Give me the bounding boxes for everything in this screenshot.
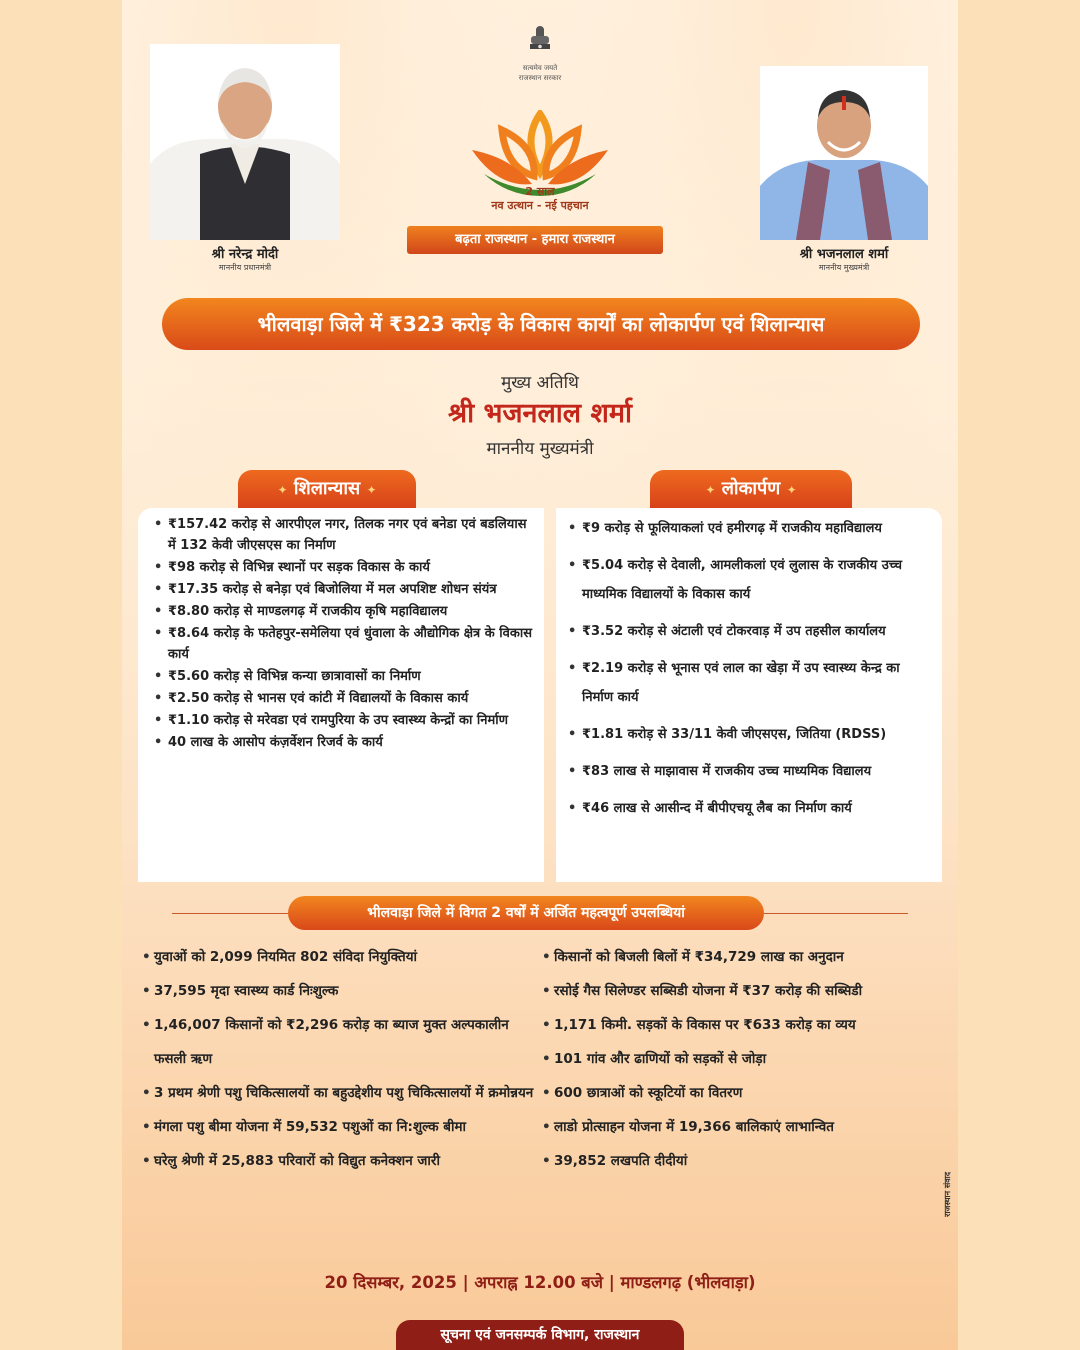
shilanyas-list [138, 508, 544, 753]
achievement-item: • घरेलु श्रेणी में 25,883 परिवारों को विद्युत कनेक्शन जारी [140, 1144, 540, 1178]
lokarpan-item: • ₹1.81 करोड़ से 33/11 केवी जीएसएस, जितिया (RDSS) [566, 720, 934, 749]
lokarpan-item: • ₹83 लाख से माझावास में राजकीय उच्च माध्यमिक विद्यालय [566, 757, 934, 786]
shilanyas-item: • ₹2.50 करोड़ से भानस एवं कांटी में विद्यालयों के विकास कार्य [152, 688, 536, 709]
shilanyas-item: • ₹5.60 करोड़ से विभिन्न कन्या छात्रावासों का निर्माण [152, 666, 536, 687]
department-banner: सूचना एवं जनसम्पर्क विभाग, राजस्थान [396, 1320, 684, 1350]
cm-photo [760, 66, 928, 240]
sparkle-icon: ✦ [705, 483, 716, 497]
lokarpan-panel [556, 508, 942, 882]
pm-name: श्री नरेन्द्र मोदी [211, 247, 279, 262]
achievement-item: • किसानों को बिजली बिलों में ₹34,729 लाख का अनुदान [540, 940, 940, 974]
achievement-item: • 1,171 किमी. सड़कों के विकास पर ₹633 करोड़ का व्यय [540, 1008, 940, 1042]
shilanyas-item: • ₹157.42 करोड़ से आरपीएल नगर, तिलक नगर एवं बनेडा एवं बडलियास में 132 केवी जीएसएस का निर्माण [152, 514, 536, 556]
lokarpan-list [556, 508, 942, 823]
state-emblem [518, 24, 562, 82]
achievement-item: • लाडो प्रोत्साहन योजना में 19,366 बालिकाएं लाभान्वित [540, 1110, 940, 1144]
years-label: 2 साल [525, 185, 555, 198]
shilanyas-item: • ₹17.35 करोड़ से बनेड़ा एवं बिजोलिया में मल अपशिष्ट शोधन संयंत्र [152, 579, 536, 600]
cm-name: श्री भजनलाल शर्मा [799, 247, 889, 262]
cm-caption [750, 244, 938, 273]
shilanyas-item: • 40 लाख के आसोप कंज़र्वेशन रिजर्व के कार्य [152, 732, 536, 753]
achievements-right-list [540, 940, 940, 1178]
achievements-title: भीलवाड़ा जिले में विगत 2 वर्षों में अर्जित महत्वपूर्ण उपलब्धियां [288, 896, 764, 930]
achievement-item: • 37,595 मृदा स्वास्थ्य कार्ड निःशुल्क [140, 974, 540, 1008]
event-details: 20 दिसम्बर, 2025 | अपराह्न 12.00 बजे | माण्डलगढ़ (भीलवाड़ा) [324, 1273, 756, 1292]
lokarpan-title: लोकार्पण [721, 478, 781, 499]
lokarpan-tab [650, 470, 852, 508]
lokarpan-item: • ₹46 लाख से आसीन्द में बीपीएचयू लैब का निर्माण कार्य [566, 794, 934, 823]
shilanyas-tab [238, 470, 416, 508]
shilanyas-panel [138, 508, 544, 882]
pm-photo [150, 44, 340, 240]
achievement-item: • रसोई गैस सिलेण्डर सब्सिडी योजना में ₹37 करोड़ की सब्सिडी [540, 974, 940, 1008]
sparkle-icon: ✦ [277, 483, 288, 497]
achievement-item: • 101 गांव और ढाणियों को सड़कों से जोड़ा [540, 1042, 940, 1076]
cm-portrait-icon [760, 66, 928, 240]
lokarpan-item: • ₹2.19 करोड़ से भूनास एवं लाल का खेड़ा में उप स्वास्थ्य केन्द्र का निर्माण कार्य [566, 654, 934, 712]
main-headline: भीलवाड़ा जिले में ₹323 करोड़ के विकास कार्यों का लोकार्पण एवं शिलान्यास [162, 298, 920, 350]
achievement-item: • 1,46,007 किसानों को ₹2,296 करोड़ का ब्याज मुक्त अल्पकालीन फसली ऋण [140, 1008, 540, 1076]
pm-designation: माननीय प्रधानमंत्री [218, 263, 272, 272]
achievements-right [540, 940, 940, 1178]
side-credit: राजस्थान संवाद [943, 1172, 952, 1217]
achievements-left-list [140, 940, 540, 1178]
achievement-item: • 39,852 लखपति दीदीयां [540, 1144, 940, 1178]
pm-caption [150, 244, 340, 273]
sparkle-icon: ✦ [366, 483, 377, 497]
poster [122, 0, 958, 1350]
emblem-motto: सत्यमेव जयते [522, 64, 558, 72]
sparkle-icon: ✦ [786, 483, 797, 497]
shilanyas-item: • ₹8.64 करोड़ के फतेहपुर-समेलिया एवं धुंवाला के औद्योगिक क्षेत्र के विकास कार्य [152, 623, 536, 665]
anniversary-text [422, 185, 658, 213]
cm-designation: माननीय मुख्यमंत्री [818, 263, 870, 272]
achievements-left [140, 940, 540, 1178]
tagline-banner: बढ़ता राजस्थान - हमारा राजस्थान [407, 226, 663, 254]
achievement-item: • मंगला पशु बीमा योजना में 59,532 पशुओं का नि:शुल्क बीमा [140, 1110, 540, 1144]
chief-guest-name: श्री भजनलाल शर्मा [447, 398, 632, 429]
lokarpan-item: • ₹9 करोड़ से फूलियाकलां एवं हमीरगढ़ में राजकीय महाविद्यालय [566, 514, 934, 543]
achievement-item: • 600 छात्राओं को स्कूटियों का वितरण [540, 1076, 940, 1110]
chief-guest-designation: माननीय मुख्यमंत्री [486, 439, 594, 459]
ashoka-emblem-icon [525, 24, 555, 64]
shilanyas-item: • ₹98 करोड़ से विभिन्न स्थानों पर सड़क विकास के कार्य [152, 557, 536, 578]
lokarpan-item: • ₹3.52 करोड़ से अंटाली एवं टोकरवाड़ में उप तहसील कार्यालय [566, 617, 934, 646]
shilanyas-title: शिलान्यास [293, 478, 361, 499]
lokarpan-item: • ₹5.04 करोड़ से देवाली, आमलीकलां एवं लुलास के राजकीय उच्च माध्यमिक विद्यालयों के विकास कार्य [566, 551, 934, 609]
achievement-item: • 3 प्रथम श्रेणी पशु चिकित्सालयों का बहुउद्देशीय पशु चिकित्सालयों में क्रमोन्नयन [140, 1076, 540, 1110]
shilanyas-item: • ₹8.80 करोड़ से माण्डलगढ़ में राजकीय कृषि महाविद्यालय [152, 601, 536, 622]
motto-label: नव उत्थान - नई पहचान [491, 199, 589, 212]
emblem-govt: राजस्थान सरकार [518, 74, 562, 82]
pm-portrait-icon [150, 44, 340, 240]
achievement-item: • युवाओं को 2,099 नियमित 802 संविदा नियुक्तियां [140, 940, 540, 974]
chief-guest-label: मुख्य अतिथि [501, 373, 579, 393]
shilanyas-item: • ₹1.10 करोड़ से मरेवडा एवं रामपुरिया के उप स्वास्थ्य केन्द्रों का निर्माण [152, 710, 536, 731]
